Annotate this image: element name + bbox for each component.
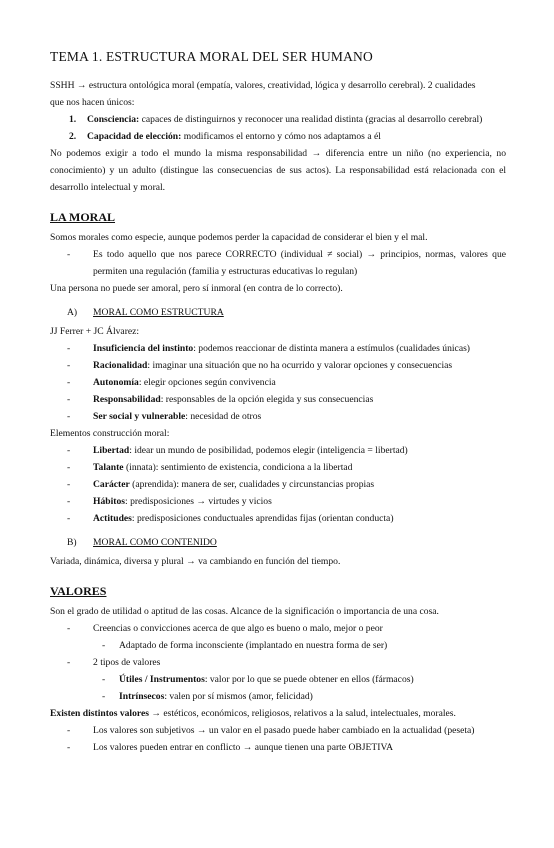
item-term: Talante [93,462,124,473]
item-text: (aprendida): manera de ser, cualidades y circunstancias propias [129,479,375,490]
item-text: Adaptado de forma inconsciente (implantado en nuestra forma de ser) [119,640,388,651]
item-term: Racionalidad [93,360,148,371]
subsection-content [50,534,506,551]
item-text: : imaginar una situación que no ha ocurrido y valorar opciones y consecuencias [147,360,453,371]
subsection-letter: A) [67,307,78,318]
list-item: - 2 tipos de valores [67,657,161,668]
list-item: - Creencias o convicciones acerca de que algo es bueno o malo, mejor o peor [67,623,383,634]
document-page [50,48,506,756]
authors-line: JJ Ferrer + JC Álvarez: [50,326,140,337]
item-term: Actitudes [93,513,132,524]
item-text: : predisposiciones → virtudes y vicios [125,496,272,507]
moral-paragraph-1: Somos morales como especie, aunque podemos perder la capacidad de considerar el bien y el mal. [50,232,428,243]
valores-heading: VALORES [50,584,107,598]
item-text: : responsables de la opción elegida y sus consecuencias [160,394,374,405]
intro-line-1: SSHH → estructura ontológica moral (empatía, valores, creatividad, lógica y desarrollo cerebral). 2 cualidades [50,80,476,91]
item-text: modificamos el entorno y cómo nos adaptamos a él [181,131,381,142]
item-text: : elegir opciones según convivencia [138,377,276,388]
list-item: - Intrínsecos: valen por sí mismos (amor, felicidad) [102,691,313,702]
subsection-structure [50,304,506,321]
list-item: - Libertad: idear un mundo de posibilidad, podemos elegir (inteligencia = libertad) [67,445,408,456]
item-text: : valen por sí mismos (amor, felicidad) [164,691,313,702]
item-text: Los valores pueden entrar en conflicto → aunque tienen una parte OBJETIVA [93,742,394,753]
structure-list [50,340,506,425]
item-text: (innata): sentimiento de existencia, condiciona a la libertad [123,462,353,473]
item-text: Creencias o convicciones acerca de que algo es bueno o malo, mejor o peor [93,623,383,634]
item-text: 2 tipos de valores [93,657,161,668]
existen-term: Existen distintos valores [50,708,149,719]
list-item: - Talante (innata): sentimiento de existencia, condiciona a la libertad [67,462,353,473]
item-term: Responsabilidad [93,394,161,405]
existen-line [50,705,506,722]
subsection-title: MORAL COMO ESTRUCTURA [93,307,224,318]
list-item: - Racionalidad: imaginar una situación que no ha ocurrido y valorar opciones y consecuencias [67,360,453,371]
valores-list [50,620,506,637]
list-item: - Hábitos: predisposiciones → virtudes y vicios [67,496,272,507]
item-text: : necesidad de otros [185,411,262,422]
item-term: Libertad [93,445,130,456]
item-term: Intrínsecos [119,691,165,702]
list-item [50,111,506,128]
list-item: - Adaptado de forma inconsciente (implantado en nuestra forma de ser) [102,640,388,651]
item-text: Es todo aquello que nos parece CORRECTO (individual ≠ social) → principios, normas, valores que permiten una regulación (familia y estructuras educativas lo regulan) [93,249,506,277]
elements-title: Elementos construcción moral: [50,428,170,439]
existen-text: → estéticos, económicos, religiosos, relativos a la salud, intelectuales, morales. [148,708,456,719]
item-text: capaces de distinguirnos y reconocer una realidad distinta (gracias al desarrollo cerebral) [139,114,483,125]
list-item: - Carácter (aprendida): manera de ser, cualidades y circunstancias propias [67,479,375,490]
list-item: - Es todo aquello que nos parece CORRECTO (individual ≠ social) → principios, normas, valores que permiten una regulación (familia y estructuras educativas lo regulan) [67,249,506,277]
list-item: - Ser social y vulnerable: necesidad de otros [67,411,262,422]
list-item: - Responsabilidad: responsables de la opción elegida y sus consecuencias [67,394,374,405]
item-text: : predisposiciones conductuales aprendidas fijas (orientan conducta) [131,513,394,524]
item-term: Consciencia: [87,114,140,125]
valores-paragraph: Son el grado de utilidad o aptitud de las cosas. Alcance de la significación o importancia de una cosa. [50,606,439,617]
item-term: Ser social y vulnerable [93,411,186,422]
item-text: : idear un mundo de posibilidad, podemos elegir (inteligencia = libertad) [129,445,408,456]
item-number: 2. [69,131,77,142]
valores-types-list [50,654,506,671]
list-item: - Los valores pueden entrar en conflicto → aunque tienen una parte OBJETIVA [67,742,394,753]
moral-definition-list [50,246,506,280]
list-item: - Autonomía: elegir opciones según convivencia [67,377,276,388]
qualities-list [50,111,506,145]
valores-final-list [50,722,506,756]
page-title: TEMA 1. ESTRUCTURA MORAL DEL SER HUMANO [50,49,373,64]
valores-sublist [50,637,506,654]
item-number: 1. [69,114,77,125]
item-text: : podemos reaccionar de distinta manera a estímulos (cualidades únicas) [193,343,471,354]
item-term: Útiles / Instrumentos [119,674,205,685]
item-term: Carácter [93,479,130,490]
intro-line-2: que nos hacen únicos: [50,97,135,108]
list-item: - Insuficiencia del instinto: podemos reaccionar de distinta manera a estímulos (cualidades únicas) [67,343,471,354]
moral-paragraph-2: Una persona no puede ser amoral, pero sí inmoral (en contra de lo correcto). [50,283,343,294]
subsection-title: MORAL COMO CONTENIDO [93,537,217,548]
list-item: - Actitudes: predisposiciones conductuales aprendidas fijas (orientan conducta) [67,513,394,524]
elements-list [50,442,506,527]
item-term: Autonomía [93,377,139,388]
content-paragraph: Variada, dinámica, diversa y plural → va cambiando en función del tiempo. [50,556,341,567]
valores-types-sublist [50,671,506,705]
list-item [50,128,506,145]
item-text: : valor por lo que se puede obtener en ellos (fármacos) [204,674,414,685]
moral-heading: LA MORAL [50,210,116,224]
item-term: Hábitos [93,496,125,507]
list-item: - Útiles / Instrumentos: valor por lo que se puede obtener en ellos (fármacos) [102,674,414,685]
responsibility-paragraph: No podemos exigir a todo el mundo la misma responsabilidad → diferencia entre un niño (no experiencia, no conocimiento) y un adulto (distingue las consecuencias de sus actos). La responsabilidad está relacionada con el desarrollo intelectual y moral. [50,148,506,193]
item-term: Insuficiencia del instinto [93,343,194,354]
item-text: Los valores son subjetivos → un valor en el pasado puede haber cambiado en la actualidad (peseta) [93,725,475,736]
item-term: Capacidad de elección: [87,131,182,142]
subsection-letter: B) [67,537,77,548]
list-item: - Los valores son subjetivos → un valor en el pasado puede haber cambiado en la actualidad (peseta) [67,725,475,736]
